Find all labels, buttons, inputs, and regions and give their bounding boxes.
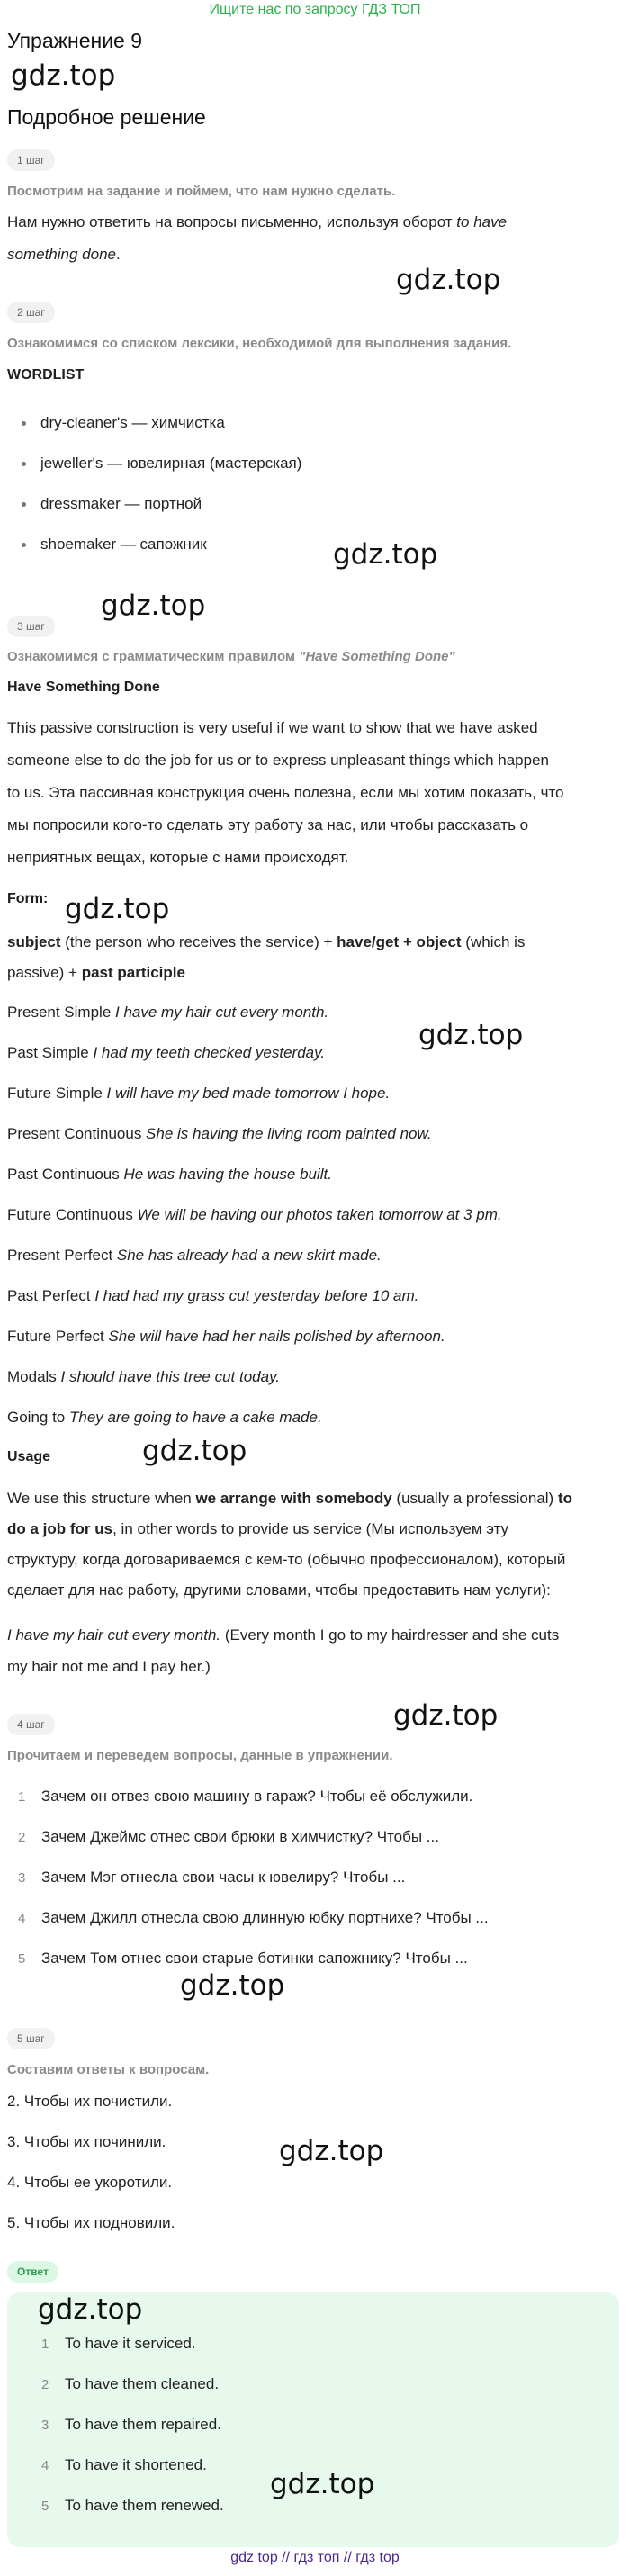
wordlist-item: shoemaker — сапожник (22, 536, 207, 554)
watermark: gdz.top (279, 2135, 384, 2167)
rule-paragraph-line: This passive construction is very useful if we want to show that we have asked (7, 719, 538, 736)
tense-example: Going to They are going to have a cake made. (7, 1409, 322, 1426)
watermark: gdz.top (65, 893, 170, 925)
watermark: gdz.top (142, 1435, 248, 1467)
question-item: 2 Зачем Джеймс отнес свои брюки в химчистку? Чтобы ... (18, 1828, 439, 1845)
question-item: 1 Зачем он отвез свою машину в гараж? Чтобы её обслужили. (18, 1788, 473, 1805)
rule-heading: Have Something Done (7, 680, 160, 695)
step1-text-line1: Нам нужно ответить на вопросы письменно, используя оборот to have (7, 213, 508, 230)
usage-example: my hair not me and I pay her.) (7, 1658, 211, 1675)
question-item: 5 Зачем Том отнес свои старые ботинки сапожнику? Чтобы ... (18, 1950, 468, 1967)
footer-separator: // (282, 2550, 291, 2565)
footer-link-gdz-top[interactable]: gdz top (230, 2550, 278, 2565)
step-badge-4: 4 шаг (7, 1714, 55, 1735)
step1-text-line2: something done. (7, 246, 121, 263)
watermark: gdz.top (11, 59, 116, 92)
step-badge-3: 3 шаг (7, 616, 55, 637)
footer-link-gdz-top-ru[interactable]: гдз топ (293, 2550, 340, 2565)
wordlist-item: dressmaker — портной (22, 495, 202, 513)
form-label: Form: (7, 891, 49, 906)
answer-item: 3 To have them repaired. (41, 2416, 221, 2433)
wordlist-item: dry-cleaner's — химчистка (22, 414, 225, 432)
step-badge-1: 1 шаг (7, 149, 55, 171)
rule-paragraph-line: to us. Эта пассивная конструкция очень полезна, если мы хотим показать, что (7, 784, 564, 801)
step4-intro: Прочитаем и переведем вопросы, данные в упражнении. (7, 1748, 393, 1763)
usage-example: I have my hair cut every month. (Every month I go to my hairdresser and she cuts (7, 1626, 560, 1644)
watermark: gdz.top (38, 2293, 143, 2326)
answer-item: 2 To have them cleaned. (41, 2375, 220, 2392)
step2-intro: Ознакомимся со списком лексики, необходимой для выполнения задания. (7, 336, 512, 351)
answer-draft-item: 5. Чтобы их подновили. (7, 2214, 176, 2231)
watermark: gdz.top (333, 538, 438, 571)
step-badge-2: 2 шаг (7, 302, 55, 323)
usage-line: do a job for us, in other words to provide us service (Мы используем эту (7, 1520, 509, 1537)
tense-example: Future Perfect She will have had her nails polished by afternoon. (7, 1328, 446, 1345)
footer-separator: // (343, 2550, 352, 2565)
tense-example: Present Simple I have my hair cut every month. (7, 1004, 329, 1021)
tense-example: Past Perfect I had had my grass cut yesterday before 10 am. (7, 1287, 419, 1304)
wordlist-item: jeweller's — ювелирная (мастерская) (22, 455, 302, 473)
exercise-title: Упражнение 9 (7, 29, 143, 52)
solution-title: Подробное решение (7, 105, 206, 129)
watermark: gdz.top (101, 590, 206, 622)
answer-item: 4 To have it shortened. (41, 2456, 207, 2473)
footer-link-gdz-top-mixed[interactable]: гдз top (356, 2550, 400, 2565)
form-line1: subject (the person who receives the service) + have/get + object (which is (7, 933, 526, 950)
answer-draft-item: 3. Чтобы их починили. (7, 2133, 166, 2150)
watermark: gdz.top (396, 264, 501, 296)
tense-example: Future Simple I will have my bed made tomorrow I hope. (7, 1085, 391, 1102)
tense-example: Present Perfect She has already had a new skirt made. (7, 1247, 382, 1264)
answer-item: 5 To have them renewed. (41, 2497, 224, 2514)
step-badge-5: 5 шаг (7, 2028, 55, 2049)
tense-example: Present Continuous She is having the living room painted now. (7, 1125, 432, 1142)
tense-example: Modals I should have this tree cut today. (7, 1368, 281, 1385)
tense-example: Past Simple I had my teeth checked yesterday. (7, 1044, 326, 1061)
rule-paragraph-line: мы попросили кого-то сделать эту работу за нас, или чтобы рассказать о (7, 816, 529, 833)
step5-intro: Составим ответы к вопросам. (7, 2062, 210, 2077)
question-item: 3 Зачем Мэг отнесла свои часы к ювелиру? Чтобы ... (18, 1869, 406, 1886)
rule-paragraph-line: неприятных вещах, которые с нами происходят. (7, 849, 349, 866)
watermark: gdz.top (180, 1969, 285, 2002)
watermark: gdz.top (393, 1699, 499, 1732)
answer-badge: Ответ (7, 2261, 58, 2283)
rule-paragraph-line: someone else to do the job for us or to express unpleasant things which happen (7, 752, 549, 769)
usage-line: структуру, когда договариваемся с кем-то (обычно профессионалом), который (7, 1551, 566, 1568)
form-line2: passive) + past participle (7, 964, 185, 981)
answer-item: 1 To have it serviced. (41, 2335, 196, 2352)
step3-intro: Ознакомимся с грамматическим правилом "Have Something Done" (7, 649, 455, 664)
wordlist-heading: WORDLIST (7, 367, 85, 383)
usage-line: сделает для нас работу, другими словами, чтобы предоставить нам услуги): (7, 1581, 551, 1599)
usage-label: Usage (7, 1449, 51, 1464)
answer-draft-item: 2. Чтобы их почистили. (7, 2093, 173, 2110)
footer-links (0, 2550, 630, 2571)
tense-example: Future Continuous We will be having our photos taken tomorrow at 3 pm. (7, 1206, 502, 1223)
top-search-link[interactable]: Ищите нас по запросу ГДЗ ТОП (209, 2, 421, 17)
question-item: 4 Зачем Джилл отнесла свою длинную юбку портнихе? Чтобы ... (18, 1909, 489, 1926)
watermark: gdz.top (270, 2468, 375, 2500)
answer-draft-item: 4. Чтобы ее укоротили. (7, 2174, 173, 2191)
usage-line: We use this structure when we arrange with somebody (usually a professional) to (7, 1490, 572, 1507)
step1-intro: Посмотрим на задание и поймем, что нам нужно сделать. (7, 184, 396, 199)
watermark: gdz.top (418, 1019, 524, 1051)
tense-example: Past Continuous He was having the house built. (7, 1166, 333, 1183)
